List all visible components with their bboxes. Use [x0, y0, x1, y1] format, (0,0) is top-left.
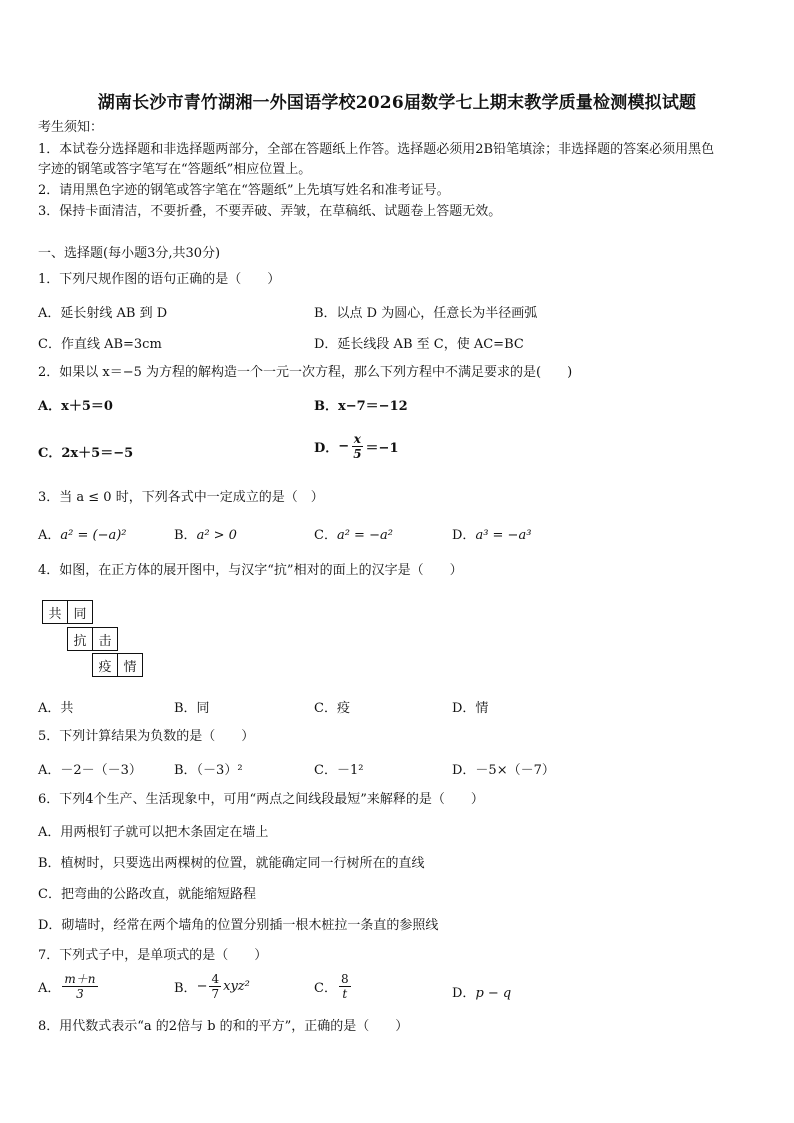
section-heading: 一、选择题(每小题3分,共30分) — [38, 246, 221, 261]
q7-stem: 7．下列式子中，是单项式的是（ ） — [38, 948, 268, 963]
net-cell-6: 情 — [117, 653, 143, 677]
q2-d-denominator: 5 — [353, 447, 362, 461]
q3-option-b[interactable] — [174, 524, 237, 543]
q7-d-expr: p − q — [475, 986, 512, 1001]
cube-net-figure — [42, 600, 146, 678]
q5-option-d[interactable]: D．－5×（－7） — [452, 763, 555, 778]
q1-option-c[interactable]: C．作直线 AB=3cm — [38, 337, 162, 352]
q7-c-label: C． — [314, 981, 337, 996]
q3-stem: 3．当 a ≤ 0 时，下列各式中一定成立的是（ ） — [38, 490, 324, 505]
q7-c-fraction — [339, 972, 351, 1001]
q7-option-a[interactable] — [38, 972, 100, 1001]
q2-d-label: D． — [314, 441, 339, 456]
q7-option-d[interactable] — [452, 982, 511, 1001]
q1-stem: 1．下列尺规作图的语句正确的是（ ） — [38, 272, 281, 287]
q2-option-d[interactable] — [314, 432, 399, 461]
q6-option-a[interactable]: A．用两根钉子就可以把木条固定在墙上 — [38, 825, 269, 840]
q4-option-a[interactable]: A．共 — [38, 701, 74, 716]
q4-option-c[interactable]: C．疫 — [314, 701, 350, 716]
q3-d-expr: a³ = −a³ — [475, 528, 532, 543]
q3-c-expr: a² = −a² — [336, 528, 393, 543]
q1-option-b[interactable]: B．以点 D 为圆心，任意长为半径画弧 — [314, 306, 538, 321]
q3-b-expr: a² > 0 — [196, 528, 237, 543]
q5-stem: 5．下列计算结果为负数的是（ ） — [38, 729, 255, 744]
net-cell-1: 共 — [42, 600, 68, 624]
q2-option-b[interactable]: B．x−7＝−12 — [314, 399, 408, 414]
q6-stem: 6．下列4个生产、生活现象中，可用“两点之间线段最短”来解释的是（ ） — [38, 792, 484, 807]
q2-d-fraction — [351, 432, 363, 461]
q7-option-c[interactable] — [314, 972, 353, 1001]
q6-option-c[interactable]: C．把弯曲的公路改直，就能缩短路程 — [38, 887, 256, 902]
q7-d-label: D． — [452, 986, 476, 1001]
q7-b-denominator: 7 — [211, 987, 220, 1001]
q2-stem: 2．如果以 x＝−5 为方程的解构造一个一元一次方程，那么下列方程中不满足要求的是( ) — [38, 365, 573, 380]
q2-d-minus: − — [338, 439, 350, 454]
notice-item-2: 2．请用黑色字迹的钢笔或答字笔在“答题纸”上先填写姓名和准考证号。 — [38, 183, 450, 198]
q3-d-label: D． — [452, 528, 476, 543]
q2-d-rhs: ＝−1 — [365, 441, 399, 456]
q7-c-denominator: t — [342, 987, 348, 1001]
q5-option-b[interactable]: B．（－3）² — [174, 763, 243, 778]
q6-option-b[interactable]: B．植树时，只要选出两棵树的位置，就能确定同一行树所在的直线 — [38, 856, 425, 871]
q7-a-denominator: 3 — [76, 987, 84, 1001]
q7-c-numerator: 8 — [340, 972, 349, 986]
exam-title: 湖南长沙市青竹湖湘一外国语学校2026届数学七上期末教学质量检测模拟试题 — [97, 93, 697, 113]
q7-b-numerator: 4 — [211, 972, 220, 986]
q5-option-c[interactable]: C．－1² — [314, 763, 364, 778]
q6-option-d[interactable]: D．砌墙时，经常在两个墙角的位置分别插一根木桩拉一条直的参照线 — [38, 918, 439, 933]
q4-stem: 4．如图，在正方体的展开图中，与汉字“抗”相对的面上的汉字是（ ） — [38, 563, 463, 578]
q3-option-c[interactable] — [314, 524, 393, 543]
q7-b-fraction — [209, 972, 221, 1001]
q7-b-variables: xyz² — [223, 979, 250, 994]
net-cell-2: 同 — [67, 600, 93, 624]
q3-a-label: A． — [38, 528, 61, 543]
q5-option-a[interactable]: A．－2－（－3） — [38, 763, 142, 778]
q8-stem: 8．用代数式表示“a 的2倍与 b 的和的平方”，正确的是（ ） — [38, 1019, 409, 1034]
q3-c-label: C． — [314, 528, 337, 543]
q7-a-numerator: m＋n — [64, 972, 96, 986]
q7-a-fraction — [62, 972, 97, 1001]
q7-b-minus: − — [196, 979, 208, 994]
q1-option-d[interactable]: D．延长线段 AB 至 C，使 AC=BC — [314, 337, 524, 352]
q1-option-a[interactable]: A．延长射线 AB 到 D — [38, 306, 168, 321]
q3-b-label: B． — [174, 528, 197, 543]
q3-option-a[interactable] — [38, 524, 127, 543]
net-cell-5: 疫 — [92, 653, 118, 677]
q7-option-b[interactable] — [174, 972, 250, 1001]
q4-option-b[interactable]: B．同 — [174, 701, 210, 716]
net-cell-4: 击 — [92, 627, 118, 651]
q7-b-label: B． — [174, 981, 197, 996]
q2-option-c[interactable]: C．2x＋5＝−5 — [38, 446, 134, 461]
q4-option-d[interactable]: D．情 — [452, 701, 489, 716]
q2-d-numerator: x — [353, 432, 361, 446]
notice-item-3: 3．保持卡面清洁，不要折叠，不要弄破、弄皱，在草稿纸、试题卷上答题无效。 — [38, 204, 502, 219]
notice-item-1-cont: 字迹的钢笔或答字笔写在“答题纸”相应位置上。 — [38, 162, 312, 177]
notice-heading: 考生须知： — [38, 120, 104, 135]
notice-item-1: 1．本试卷分选择题和非选择题两部分，全部在答题纸上作答。选择题必须用2B铅笔填涂；非选择题的答案必须用黑色 — [38, 142, 715, 157]
net-cell-3: 抗 — [67, 627, 93, 651]
q3-option-d[interactable] — [452, 524, 531, 543]
q3-a-expr: a² = (−a)² — [60, 528, 127, 543]
q2-option-a[interactable]: A．x＋5＝0 — [38, 399, 113, 414]
q7-a-label: A． — [38, 981, 61, 996]
